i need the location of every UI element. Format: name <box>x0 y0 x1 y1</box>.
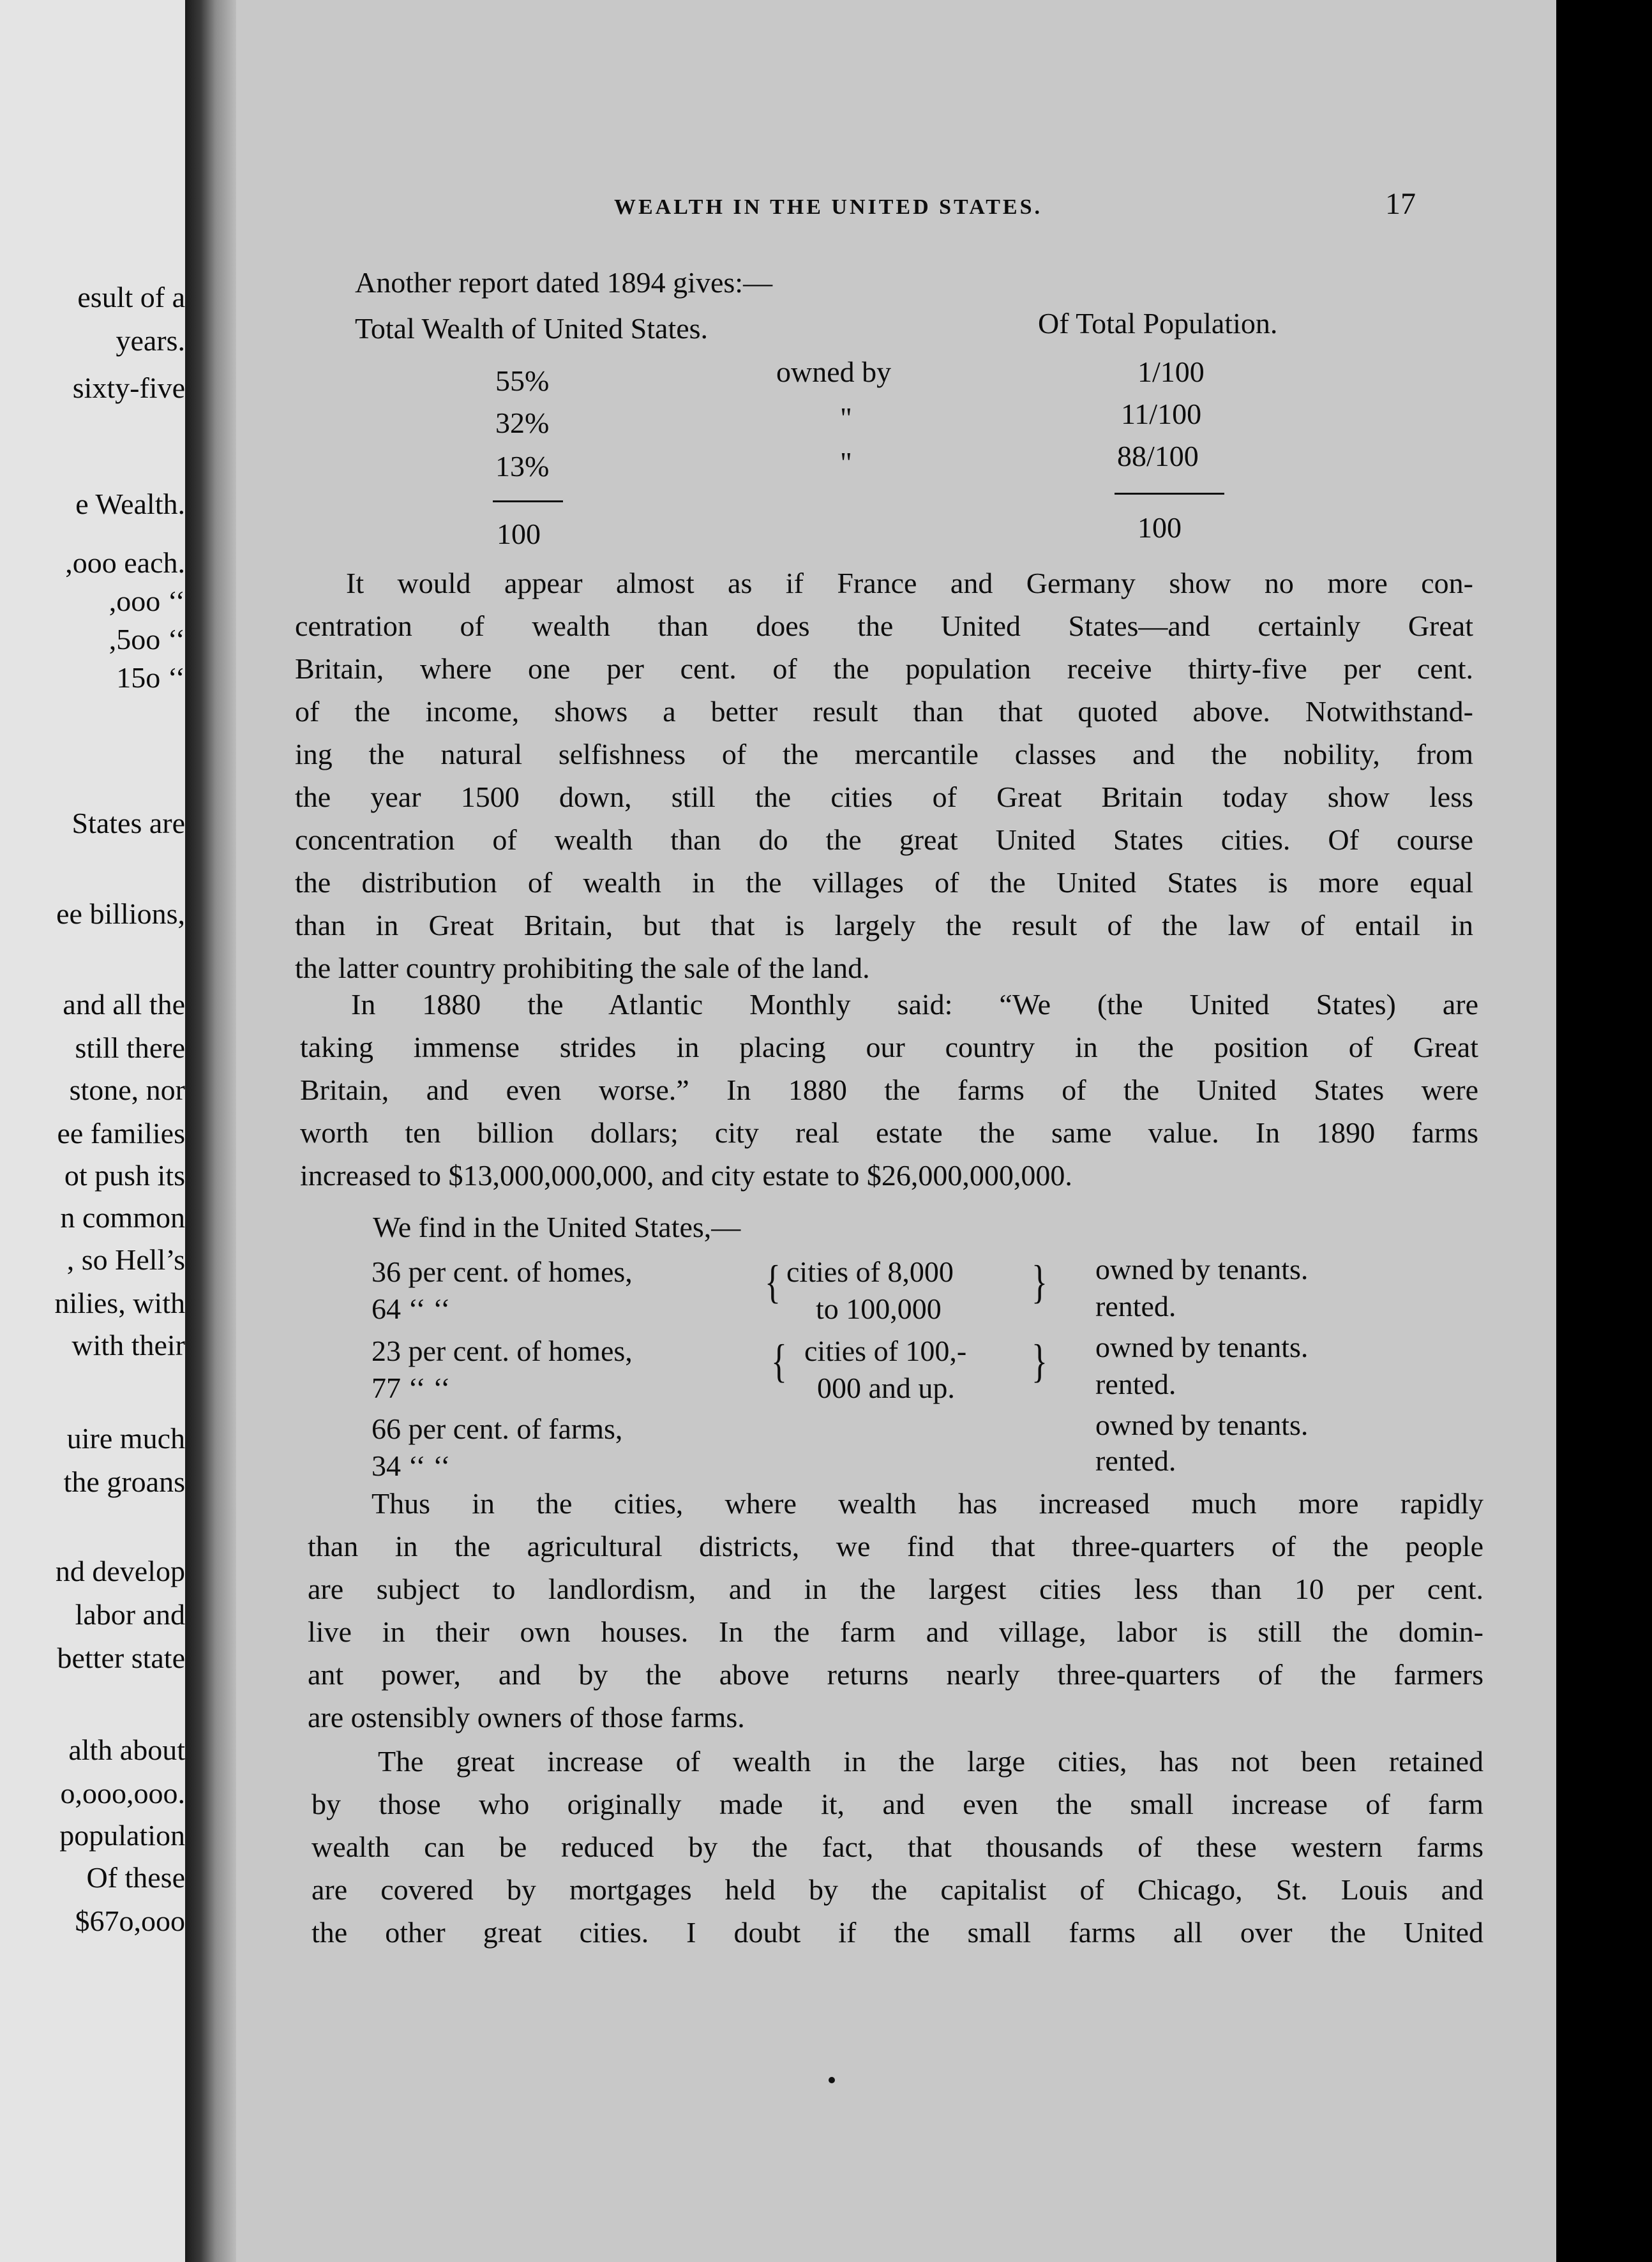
text-line: concentration of wealth than do the great United States cities. Of course <box>295 823 1473 856</box>
facing-page-line: n common <box>60 1201 185 1234</box>
tenancy-figure: 36 per cent. of homes, <box>372 1255 633 1288</box>
tenancy-group-label: cities of 8,000 <box>786 1255 954 1288</box>
text-line: the distribution of wealth in the villages of the United States is more equal <box>295 866 1473 899</box>
report-intro: Another report dated 1894 gives:— <box>355 266 773 299</box>
wealth-relation: owned by <box>776 356 892 388</box>
text-line: ing the natural selfishness of the mercantile classes and the nobility, from <box>295 738 1473 770</box>
book-page <box>236 0 1556 2262</box>
facing-page-line: the groans <box>63 1465 185 1498</box>
facing-page-line: still there <box>75 1031 185 1064</box>
population-share: 11/100 <box>1121 398 1202 430</box>
facing-page-line: Of these <box>86 1861 185 1894</box>
left-brace: { <box>771 1336 787 1388</box>
wealth-relation: " <box>840 401 852 434</box>
facing-page-line: and all the <box>63 988 185 1021</box>
facing-page-line: uire much <box>66 1422 185 1455</box>
text-line: of the income, shows a better result than that quoted above. Notwithstand- <box>295 695 1473 728</box>
tenancy-figure: 77 ‘‘ ‘‘ <box>372 1372 451 1404</box>
text-line: taking immense strides in placing our country in the position of Great <box>300 1031 1478 1063</box>
paragraph <box>312 1740 1483 1954</box>
wealth-table-heading-left: Total Wealth of United States. <box>355 312 709 345</box>
facing-page-line: ot push its <box>64 1159 185 1192</box>
facing-page-line: ,ooo ‘‘ <box>109 585 185 617</box>
facing-page-line: ,ooo each. <box>65 546 185 579</box>
text-line: than in the agricultural districts, we find that three-quarters of the people <box>308 1530 1483 1562</box>
facing-page-line: nilies, with <box>54 1287 185 1319</box>
facing-page-line: labor and <box>75 1598 185 1631</box>
facing-page-line: nd develop <box>55 1555 185 1587</box>
facing-page-line: population <box>59 1819 185 1852</box>
tenancy-figure: 64 ‘‘ ‘‘ <box>372 1292 451 1325</box>
left-brace: { <box>765 1257 781 1308</box>
text-line: are ostensibly owners of those farms. <box>308 1701 745 1734</box>
tenancy-group-label: 000 and up. <box>817 1372 955 1404</box>
scan-border <box>1556 0 1652 2262</box>
facing-page-line: years. <box>116 324 185 357</box>
tenancy-status: owned by tenants. <box>1095 1253 1309 1285</box>
wealth-relation: " <box>840 446 852 479</box>
text-line: are covered by mortgages held by the capitalist of Chicago, St. Louis and <box>312 1873 1483 1906</box>
text-line: In 1880 the Atlantic Monthly said: “We (the United States) are <box>351 988 1478 1021</box>
text-line: It would appear almost as if France and Germany show no more con- <box>346 567 1473 599</box>
text-line: wealth can be reduced by the fact, that thousands of these western farms <box>312 1831 1483 1863</box>
facing-page-line: stone, nor <box>69 1074 185 1106</box>
facing-page-line: with their <box>71 1329 185 1361</box>
facing-page-line: ee billions, <box>56 897 185 930</box>
facing-page-line: alth about <box>68 1734 185 1766</box>
right-brace: } <box>1032 1336 1048 1388</box>
tenancy-status: owned by tenants. <box>1095 1409 1309 1441</box>
text-line: centration of wealth than does the United States—and certainly Great <box>295 610 1473 642</box>
right-brace: } <box>1032 1257 1048 1308</box>
paragraph <box>308 1482 1483 1739</box>
text-line: the year 1500 down, still the cities of Great Britain today show less <box>295 781 1473 813</box>
text-line: ant power, and by the above returns nearly three-quarters of the farmers <box>308 1658 1483 1691</box>
population-share: 88/100 <box>1117 440 1199 472</box>
paragraph <box>300 983 1478 1197</box>
tenancy-intro: We find in the United States,— <box>373 1211 741 1243</box>
text-line: Thus in the cities, where wealth has increased much more rapidly <box>372 1487 1483 1520</box>
population-total: 100 <box>1138 511 1182 544</box>
text-line: by those who originally made it, and even the small increase of farm <box>312 1788 1483 1820</box>
tenancy-status: owned by tenants. <box>1095 1331 1309 1363</box>
population-share: 1/100 <box>1138 356 1205 388</box>
tenancy-group-label: cities of 100,- <box>804 1335 967 1367</box>
text-line: Britain, where one per cent. of the population receive thirty-five per cent. <box>295 652 1473 685</box>
facing-page-line: esult of a <box>77 281 185 313</box>
text-line: the other great cities. I doubt if the small farms all over the United <box>312 1916 1483 1949</box>
wealth-table-heading-right: Of Total Population. <box>1038 307 1278 340</box>
wealth-share: 32% <box>495 407 550 439</box>
facing-page-line: ,5oo ‘‘ <box>109 623 185 655</box>
text-line: The great increase of wealth in the large cities, has not been retained <box>378 1745 1483 1778</box>
facing-page-line: , so Hell’s <box>66 1243 185 1276</box>
tenancy-group-label: to 100,000 <box>816 1292 942 1325</box>
page-number: 17 <box>1385 187 1416 221</box>
text-line: than in Great Britain, but that is largely the result of the law of entail in <box>295 909 1473 941</box>
wealth-share: 55% <box>495 364 550 397</box>
facing-page-line: better state <box>57 1642 185 1674</box>
facing-page-line: e Wealth. <box>75 488 185 520</box>
tenancy-figure: 66 per cent. of farms, <box>372 1412 623 1445</box>
tenancy-status: rented. <box>1095 1368 1176 1400</box>
text-line: increased to $13,000,000,000, and city estate to $26,000,000,000. <box>300 1159 1072 1192</box>
text-line: are subject to landlordism, and in the largest cities less than 10 per cent. <box>308 1573 1483 1605</box>
tenancy-figure: 23 per cent. of homes, <box>372 1335 633 1367</box>
tenancy-status: rented. <box>1095 1444 1176 1477</box>
facing-page-line: o,ooo,ooo. <box>60 1777 185 1809</box>
text-line: the latter country prohibiting the sale of the land. <box>295 952 870 984</box>
facing-page-line: States are <box>71 807 185 839</box>
text-line: live in their own houses. In the farm and village, labor is still the domin- <box>308 1615 1483 1648</box>
wealth-share: 13% <box>495 450 550 483</box>
running-title: WEALTH IN THE UNITED STATES. <box>614 195 1042 219</box>
sum-rule <box>493 500 563 502</box>
facing-page-line: $67o,ooo <box>75 1905 185 1937</box>
paragraph <box>295 562 1473 989</box>
book-gutter <box>185 0 236 2262</box>
wealth-total: 100 <box>497 518 541 550</box>
facing-page-line: ee families <box>57 1117 185 1150</box>
tenancy-figure: 34 ‘‘ ‘‘ <box>372 1449 451 1482</box>
sum-rule <box>1115 493 1224 495</box>
facing-page-line: 15o ‘‘ <box>116 661 185 694</box>
facing-page-line: sixty-five <box>72 371 185 404</box>
text-line: Britain, and even worse.” In 1880 the farms of the United States were <box>300 1074 1478 1106</box>
facing-page <box>0 0 185 2262</box>
text-line: worth ten billion dollars; city real estate the same value. In 1890 farms <box>300 1116 1478 1149</box>
tenancy-status: rented. <box>1095 1290 1176 1322</box>
ink-speck <box>829 2077 835 2083</box>
